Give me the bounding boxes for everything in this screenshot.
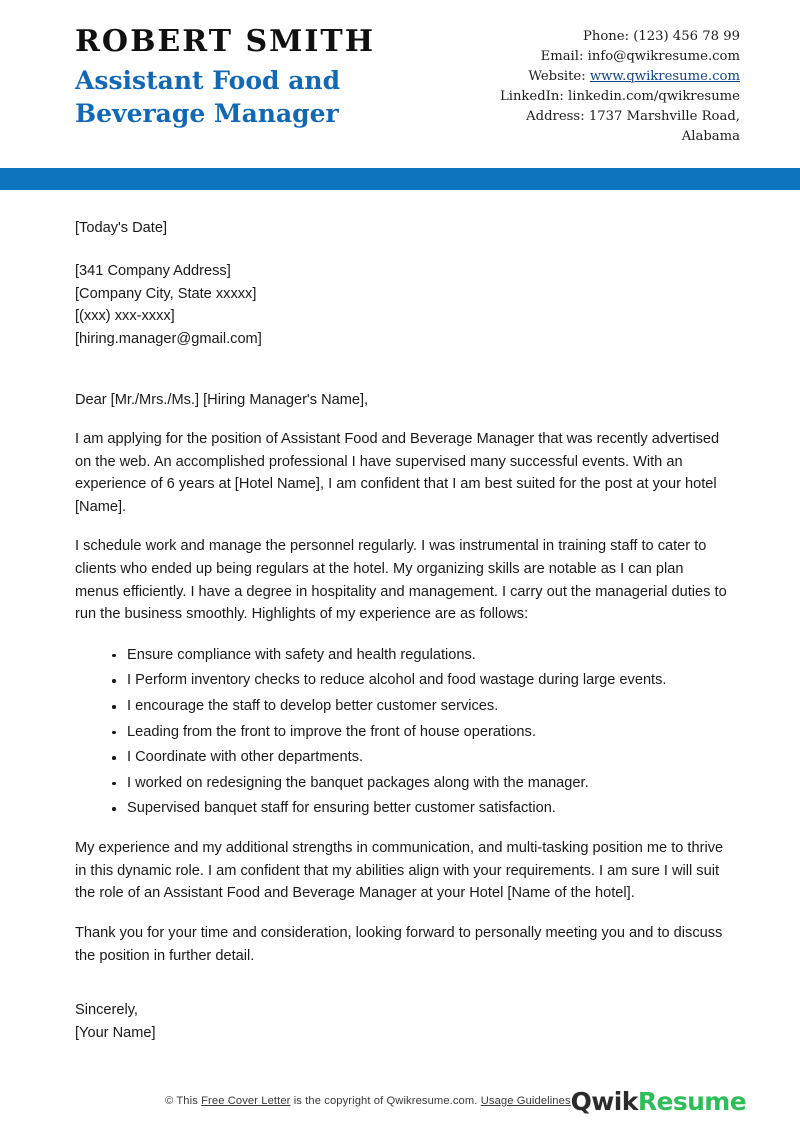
document-header	[0, 0, 800, 168]
list-item: I Perform inventory checks to reduce alcohol and food wastage during large events.	[75, 669, 730, 692]
applicant-job-title: Assistant Food and Beverage Manager	[75, 65, 341, 128]
recipient-line: [341 Company Address]	[75, 262, 231, 279]
free-cover-letter-link[interactable]: Free Cover Letter	[201, 1095, 291, 1107]
logo-text-resume: Resume	[637, 1086, 747, 1116]
header-identity	[75, 22, 405, 130]
contact-address-label: Address:	[526, 109, 585, 125]
qwikresume-logo[interactable]	[571, 1087, 746, 1116]
recipient-line: [Company City, State xxxxx]	[75, 285, 257, 302]
sign-off: Sincerely,	[75, 1002, 138, 1019]
contact-phone-label: Phone:	[582, 29, 630, 44]
highlights-list	[75, 644, 730, 820]
contact-email	[500, 47, 740, 67]
website-link[interactable]: www.qwikresume.com	[589, 69, 740, 85]
list-item: I worked on redesigning the banquet packages along with the manager.	[75, 772, 730, 795]
recipient-line: [hiring.manager@gmail.com]	[75, 331, 262, 348]
contact-phone	[500, 27, 740, 47]
paragraph-thanks: Thank you for your time and consideration, looking forward to personally meeting you and to discuss the position in further detail.	[75, 925, 723, 964]
recipient-line: [(xxx) xxx-xxxx]	[75, 308, 175, 325]
logo-text-qwik: Qwik	[570, 1086, 638, 1116]
closing-block	[75, 999, 730, 1045]
recipient-block	[75, 260, 730, 351]
list-item: Ensure compliance with safety and health regulations.	[75, 644, 730, 667]
letter-date: [Today's Date]	[75, 220, 168, 236]
contact-linkedin	[500, 87, 740, 107]
letter-body	[0, 217, 800, 1045]
header-divider-bar	[0, 168, 800, 190]
contact-address-value: 1737 Marshville Road,	[588, 109, 740, 125]
contact-details	[500, 22, 740, 147]
contact-website	[500, 67, 740, 87]
contact-address-line2: Alabama	[681, 129, 740, 145]
list-item: Supervised banquet staff for ensuring better customer satisfaction.	[75, 797, 730, 820]
applicant-name: ROBERT SMITH	[75, 24, 376, 59]
salutation: Dear [Mr./Mrs./Ms.] [Hiring Manager's Name],	[75, 391, 369, 408]
contact-email-value: info@qwikresume.com	[587, 49, 740, 65]
contact-linkedin-label: LinkedIn:	[499, 89, 564, 105]
document-footer	[0, 1079, 800, 1131]
signature-name: [Your Name]	[75, 1025, 156, 1042]
footer-copyright	[165, 1095, 571, 1107]
contact-phone-value: (123) 456 78 99	[633, 29, 740, 44]
copyright-middle: is the copyright of Qwikresume.com.	[293, 1095, 478, 1107]
contact-website-label: Website:	[528, 69, 586, 85]
contact-address-line1	[500, 107, 740, 127]
list-item: Leading from the front to improve the front of house operations.	[75, 721, 730, 744]
paragraph-strengths: My experience and my additional strengths in communication, and multi-tasking position me to thrive in this dynamic role. I am confident that my abilities align with your requirements. I am sure I will suit the role of an Assistant Food and Beverage Manager at your Hotel [Name of the hotel].	[75, 840, 724, 902]
contact-email-label: Email:	[540, 49, 584, 65]
contact-linkedin-value: linkedin.com/qwikresume	[568, 89, 740, 105]
paragraph-intro: I am applying for the position of Assistant Food and Beverage Manager that was recently advertised on the web. An accomplished professional I have supervised many successful events. With an experience of 6 years at [Hotel Name], I am confident that I am best suited for the post at your hotel [Name].	[75, 431, 720, 515]
usage-guidelines-link[interactable]: Usage Guidelines	[480, 1095, 571, 1107]
paragraph-experience: I schedule work and manage the personnel regularly. I was instrumental in training staff to cater to clients who ended up being regulars at the hotel. My organizing skills are notable as I can plan menus efficiently. I have a degree in hospitality and management. I carry out the managerial duties to run the business smoothly. Highlights of my experience are as follows:	[75, 538, 727, 623]
copyright-prefix: © This	[165, 1095, 198, 1107]
date-block	[75, 217, 730, 240]
list-item: I encourage the staff to develop better customer services.	[75, 695, 730, 718]
list-item: I Coordinate with other departments.	[75, 746, 730, 769]
